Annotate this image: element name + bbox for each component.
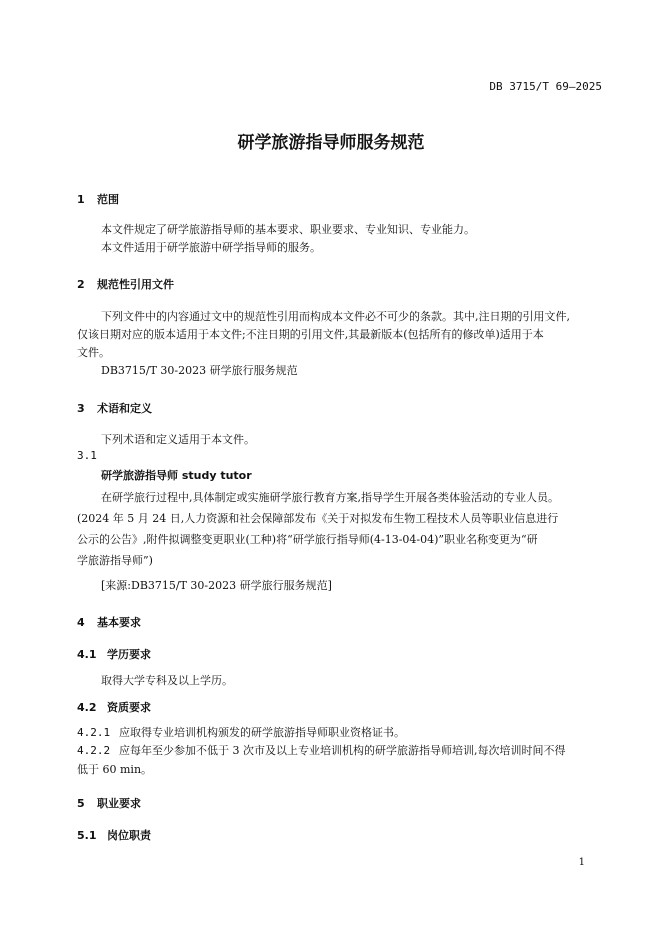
section-heading-1 [77,191,119,207]
paragraph: 本文件规定了研学旅游指导师的基本要求、职业要求、专业知识、专业能力。 [101,223,475,236]
subsection-title: 学历要求 [107,648,151,661]
definition-line: 在研学旅行过程中,具体制定或实施研学旅行教育方案,指导学生开展各类体验活动的专业人员。 [101,491,559,504]
section-title: 规范性引用文件 [97,278,174,291]
clause-number: 4.2.2 [77,744,111,757]
clause-text-continued: 低于 60 min。 [77,763,153,776]
section-title: 基本要求 [97,616,141,629]
paragraph-line: 仅该日期对应的版本适用于本文件;不注日期的引用文件,其最新版本(包括所有的修改单)适用于本 [77,328,544,341]
subsection-title: 资质要求 [107,701,151,714]
subsection-heading-4-2 [77,699,151,715]
document-title: 研学旅游指导师服务规范 [237,133,425,153]
clause-text: 应取得专业培训机构颁发的研学旅游指导师职业资格证书。 [119,726,405,739]
standard-code: DB 3715/T 69—2025 [489,80,602,93]
section-number: 3 [77,402,85,415]
definition-line: 学旅游指导师”) [77,554,153,567]
paragraph-line: 下列文件中的内容通过文中的规范性引用而构成本文件必不可少的条款。其中,注日期的引用文件, [101,310,570,323]
subsection-number: 4.2 [77,701,97,714]
section-heading-5 [77,795,141,811]
section-heading-3 [77,400,152,416]
page-number: 1 [578,857,585,868]
normative-reference: DB3715/T 30-2023 研学旅行服务规范 [101,364,298,377]
paragraph: 下列术语和定义适用于本文件。 [101,433,255,446]
section-title: 职业要求 [97,797,141,810]
paragraph: 取得大学专科及以上学历。 [101,674,233,687]
clause-4-2-1 [77,724,405,740]
clause-4-2-2 [77,742,566,758]
paragraph: 本文件适用于研学旅游中研学指导师的服务。 [101,241,321,254]
section-title: 术语和定义 [97,402,152,415]
definition-line: (2024 年 5 月 24 日,人力资源和社会保障部发布《关于对拟发布生物工程技术人员等职业信息进行 [77,512,559,525]
term-heading: 研学旅游指导师 study tutor [101,469,252,482]
definition-line: 公示的公告》,附件拟调整变更职业(工种)将“研学旅行指导师(4-13-04-04)”职业名称变更为“研 [77,533,538,546]
subsection-number: 4.1 [77,648,97,661]
section-heading-4 [77,614,141,630]
subsection-number: 5.1 [77,829,97,842]
section-heading-2 [77,276,174,292]
section-number: 1 [77,193,85,206]
definition-source: [来源:DB3715/T 30-2023 研学旅行服务规范] [101,579,332,592]
subsection-heading-4-1 [77,646,151,662]
section-number: 4 [77,616,85,629]
subsection-heading-5-1 [77,827,151,843]
section-number: 5 [77,797,85,810]
term-number: 3.1 [77,449,97,462]
section-title: 范围 [97,193,119,206]
paragraph-line: 文件。 [77,346,110,359]
clause-number: 4.2.1 [77,726,111,739]
clause-text: 应每年至少参加不低于 3 次市及以上专业培训机构的研学旅游指导师培训,每次培训时间不得 [119,744,566,757]
section-number: 2 [77,278,85,291]
subsection-title: 岗位职责 [107,829,151,842]
